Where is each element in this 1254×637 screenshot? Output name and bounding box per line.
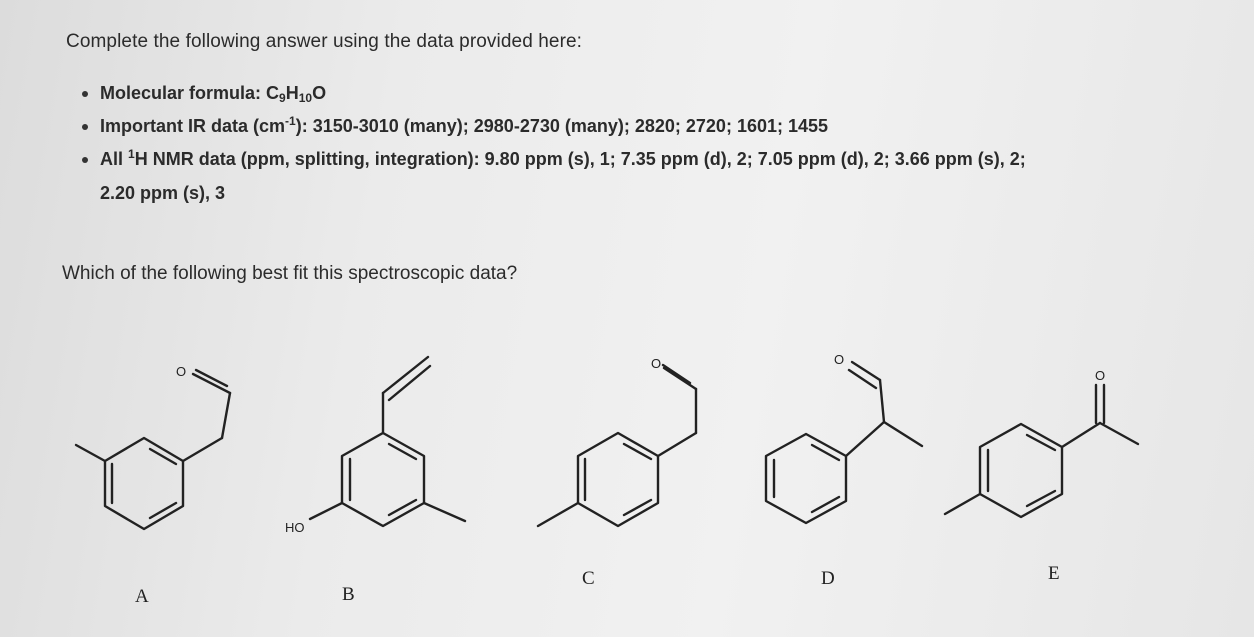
svg-text:B: B <box>342 584 355 605</box>
svg-text:O: O <box>176 364 187 379</box>
formula-item: Molecular formula: $C_9H_{10}O$ <box>76 77 1026 110</box>
svg-text:O: O <box>1095 368 1106 383</box>
intro-text: Complete the following answer using the data provided here: <box>66 31 583 52</box>
svg-text:D: D <box>821 568 835 589</box>
ir-item: Important IR data $(cm^{-1})$: 3150-3010 (many); 2980-2730 (many); 2820; 2720; 1601; 1455 <box>76 110 1026 143</box>
structure-e[interactable] <box>945 368 1138 584</box>
nmr-item: All $^1$H NMR data (ppm, splitting, integration): 9.80 ppm (s), 1; 7.35 ppm (d), 2; 7.05 ppm (d), 2; 3.66 ppm (s), 2; 2.20 ppm (s), 3 <box>76 143 1026 210</box>
structure-c[interactable] <box>538 356 696 589</box>
structure-d[interactable] <box>766 352 922 589</box>
svg-text:C: C <box>582 568 595 589</box>
svg-text:E: E <box>1048 563 1060 584</box>
svg-text:A: A <box>135 586 149 607</box>
svg-text:HO: HO <box>285 520 305 535</box>
svg-text:O: O <box>834 352 845 367</box>
svg-text:O: O <box>651 356 662 371</box>
structure-b[interactable] <box>285 357 465 605</box>
structure-a[interactable] <box>76 364 230 607</box>
nmr-continuation: 2.20 ppm (s), 3 <box>100 183 226 203</box>
question-text: Which of the following best fit this spectroscopic data? <box>62 263 518 284</box>
